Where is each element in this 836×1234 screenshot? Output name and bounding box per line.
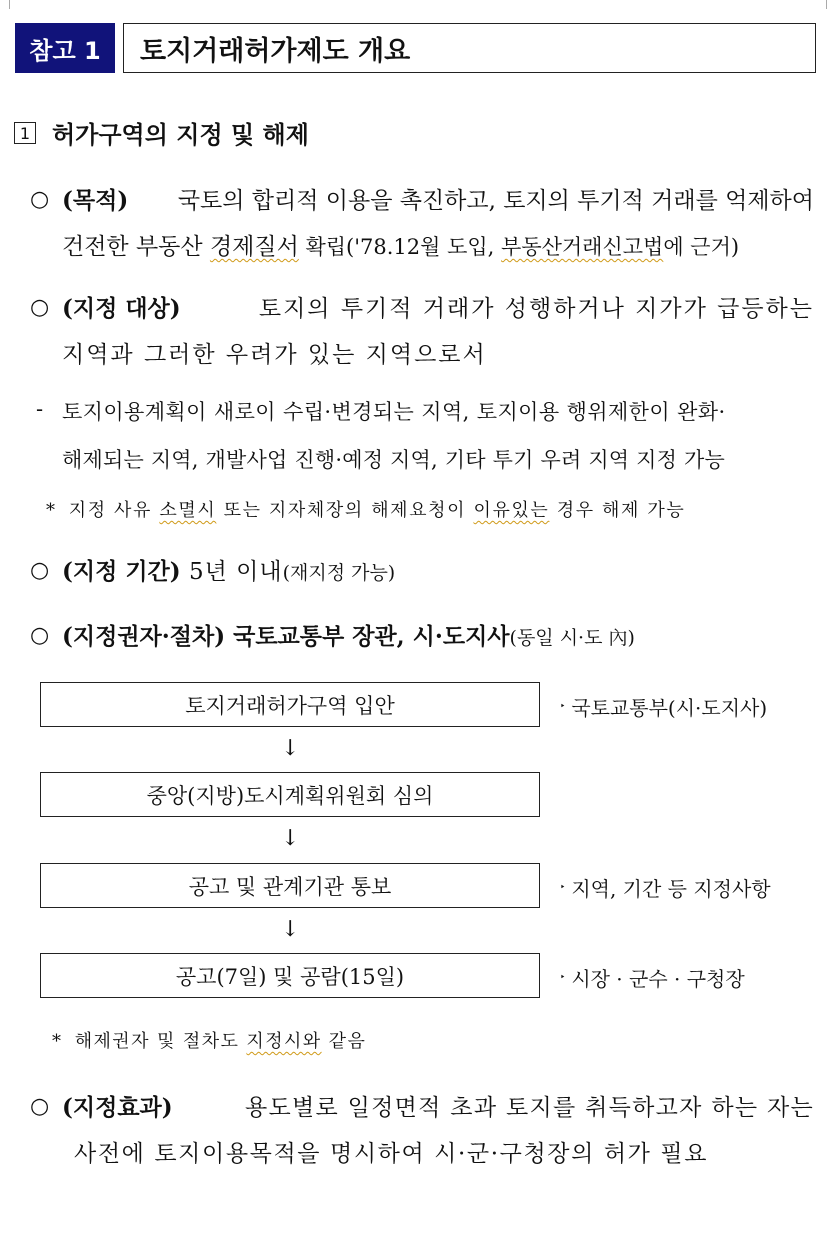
purpose-text-2e: 부동산거래신고법 xyxy=(501,235,664,259)
footnote-star: * xyxy=(46,500,55,521)
target-text-1: 토지의 투기적 거래가 성행하거나 지가가 급등하는 xyxy=(258,296,814,322)
effect-line-1 xyxy=(62,1089,814,1122)
purpose-line-1 xyxy=(62,182,814,215)
flow-footnote-b: 지정시와 xyxy=(246,1031,322,1052)
flow-note-4-text: 시장 · 군수 · 구청장 xyxy=(571,967,745,991)
flow-step-4: 공고(7일) 및 공람(15일) xyxy=(40,953,540,998)
note-marker: ‣ xyxy=(560,701,566,712)
effect-text-1: 용도별로 일정면적 초과 토지를 취득하고자 하는 자는 xyxy=(244,1095,814,1121)
page-top-rule xyxy=(0,0,836,10)
purpose-text-2b: 경제질서 xyxy=(209,234,299,260)
period-text: 5년 이내 xyxy=(180,559,283,585)
reference-badge: 참고 1 xyxy=(15,23,115,73)
bullet-circle: ○ xyxy=(30,187,50,212)
target-note-b: 소멸시 xyxy=(159,500,217,521)
flow-note-1-text: 국토교통부(시·도지사) xyxy=(571,696,768,720)
flow-footnote-c: 같음 xyxy=(321,1031,367,1052)
flow-footnote-a: 해제권자 및 절차도 xyxy=(74,1031,247,1052)
authority-small: (동일 시·도 內) xyxy=(509,627,635,649)
bullet-circle: ○ xyxy=(30,295,50,320)
purpose-text-1: 국토의 합리적 이용을 촉진하고, 토지의 투기적 거래를 억제하여 xyxy=(177,188,814,214)
flow-arrow-down-icon: ↓ xyxy=(281,736,300,761)
bullet-circle: ○ xyxy=(30,558,50,583)
flow-step-1: 토지거래허가구역 입안 xyxy=(40,682,540,727)
flow-note-1 xyxy=(560,692,767,721)
flow-note-4 xyxy=(560,963,745,992)
target-note-c: 또는 지자체장의 해제요청이 xyxy=(216,500,474,521)
flow-note-3 xyxy=(560,873,771,902)
section-number: 1 xyxy=(14,122,36,144)
purpose-text-2f: 에 근거) xyxy=(663,235,740,259)
section-title: 허가구역의 지정 및 해제 xyxy=(52,121,309,149)
target-dash-text-2: 해제되는 지역, 개발사업 진행·예정 지역, 기타 투기 우려 지역 지정 가능 xyxy=(62,448,725,472)
purpose-text-2a: 건전한 부동산 xyxy=(62,234,210,260)
target-label: (지정 대상) xyxy=(62,295,181,322)
flow-arrow-down-icon: ↓ xyxy=(281,917,300,942)
bullet-circle: ○ xyxy=(30,1094,50,1119)
effect-text-2: 사전에 토지이용목적을 명시하여 시·군·구청장의 허가 필요 xyxy=(74,1141,709,1167)
authority-text: 국토교통부 장관, 시·도지사 xyxy=(225,623,510,650)
period-line xyxy=(62,553,395,586)
purpose-text-2d: 확립('78.12월 도입, xyxy=(298,235,502,259)
flow-arrow-down-icon: ↓ xyxy=(281,826,300,851)
note-marker: ‣ xyxy=(560,972,566,983)
flow-footnote xyxy=(52,1027,366,1053)
purpose-line-2 xyxy=(62,228,812,261)
target-dash-text-1: 토지이용계획이 새로이 수립·변경되는 지역, 토지이용 행위제한이 완화· xyxy=(62,400,726,424)
authority-line xyxy=(62,618,635,651)
target-line-1 xyxy=(62,290,814,323)
effect-label: (지정효과) xyxy=(62,1094,173,1121)
flow-note-3-text: 지역, 기간 등 지정사항 xyxy=(571,877,771,901)
period-small: (재지정 가능) xyxy=(282,562,396,584)
note-marker: ‣ xyxy=(560,882,566,893)
target-note-e: 경우 해제 가능 xyxy=(549,500,686,521)
period-label: (지정 기간) xyxy=(62,558,181,585)
footnote-star: * xyxy=(52,1031,61,1052)
flow-step-3: 공고 및 관계기관 통보 xyxy=(40,863,540,908)
page-title: 토지거래허가제도 개요 xyxy=(123,23,816,73)
authority-label: (지정권자·절차) xyxy=(62,623,226,650)
target-note-a: 지정 사유 xyxy=(68,500,160,521)
flow-step-2: 중앙(지방)도시계획위원회 심의 xyxy=(40,772,540,817)
purpose-label: (목적) xyxy=(62,187,129,214)
target-footnote xyxy=(46,496,685,522)
dash-marker: - xyxy=(36,397,44,421)
bullet-circle: ○ xyxy=(30,623,50,648)
section-heading xyxy=(14,115,309,150)
target-text-2: 지역과 그러한 우려가 있는 지역으로서 xyxy=(62,342,487,368)
target-note-d: 이유있는 xyxy=(473,500,550,521)
